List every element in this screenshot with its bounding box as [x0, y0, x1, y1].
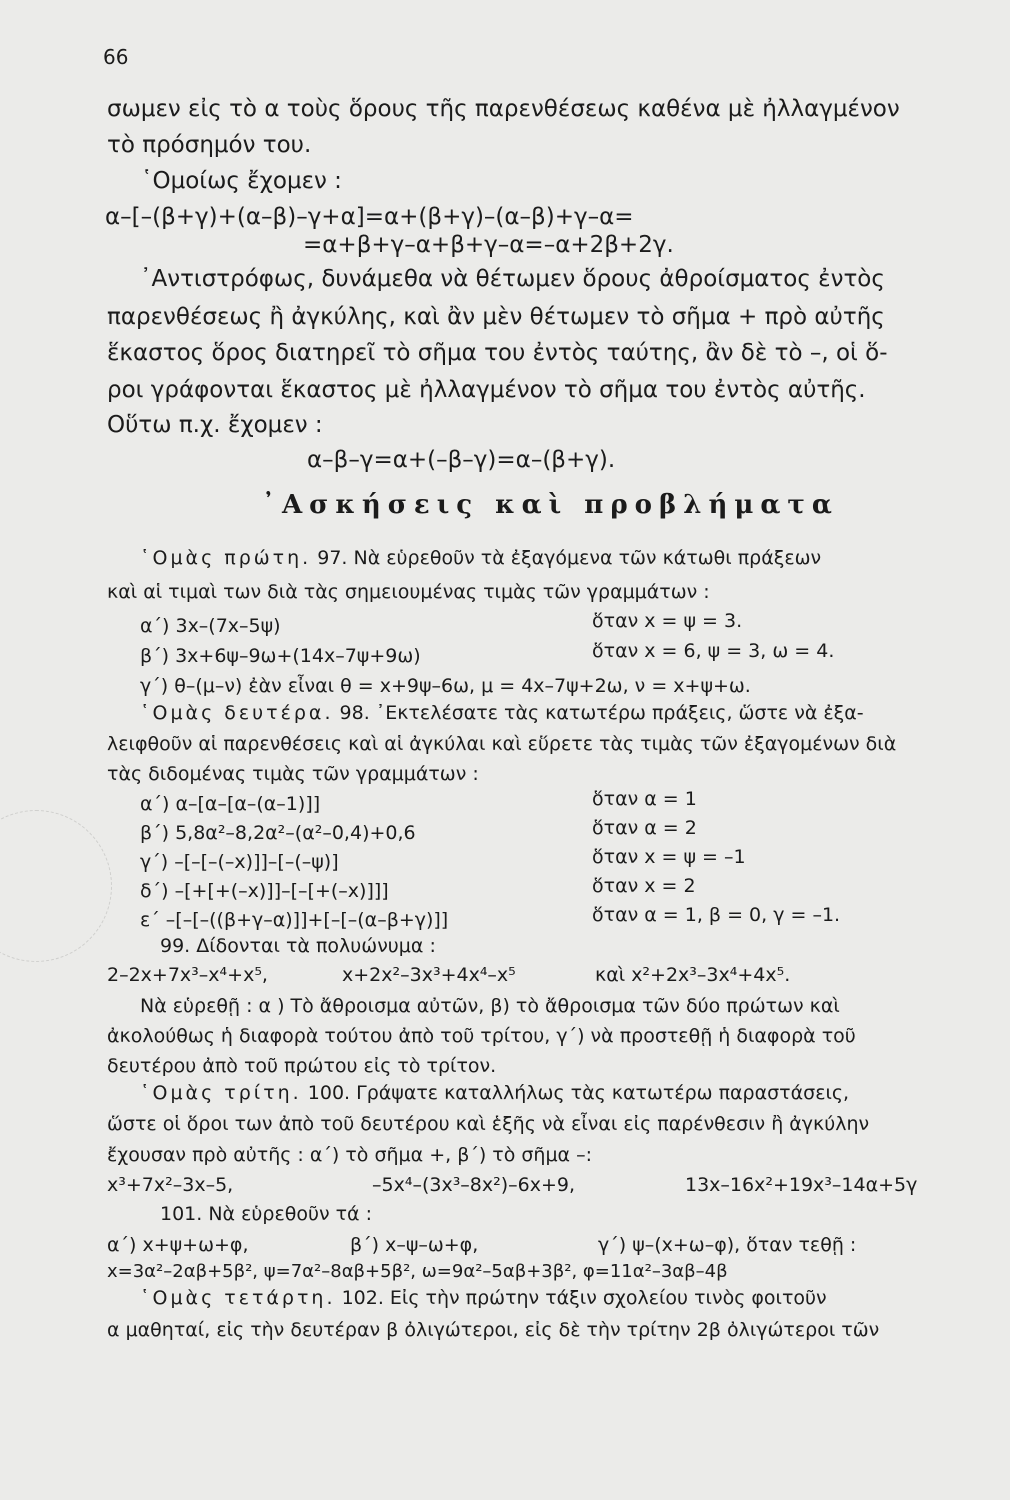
- exercise-text: 97. Νὰ εὑρεθοῦν τὰ ἐξαγόμενα τῶν κάτωθι πράξεων: [317, 547, 822, 569]
- exercise-line: δευτέρου ἀπὸ τοῦ πρώτου εἰς τὸ τρίτον.: [107, 1055, 497, 1077]
- exercise-line: 101. Νὰ εὑρεθοῦν τά :: [160, 1203, 373, 1225]
- exercise-line: ἀκολούθως ἡ διαφορὰ τούτου ἀπὸ τοῦ τρίτου, γ΄) νὰ προστεθῇ ἡ διαφορὰ τοῦ: [107, 1025, 856, 1047]
- text-line: Οὕτω π.χ. ἔχομεν :: [107, 412, 323, 438]
- text-line: ᾿Αντιστρόφως, δυνάμεθα νὰ θέτωμεν ὅρους ἀθροίσματος ἐντὸς: [140, 266, 885, 292]
- text-line: τὸ πρόσημόν του.: [107, 132, 312, 158]
- exercise-line: καὶ αἱ τιμαὶ των διὰ τὰς σημειουμένας τιμὰς τῶν γραμμάτων :: [107, 581, 710, 603]
- group-label: ῾Ομὰς πρώτη.: [140, 547, 312, 569]
- exercise-condition: ὅταν α = 1, β = 0, γ = –1.: [592, 904, 841, 926]
- equation-line: α–β–γ=α+(–β–γ)=α–(β+γ).: [307, 447, 616, 473]
- exercise-item: γ΄) θ–(μ–ν) ἐὰν εἶναι θ = x+9ψ–6ω, μ = 4x–7ψ+2ω, ν = x+ψ+ω.: [140, 675, 751, 697]
- exercise-line: [140, 700, 864, 726]
- exercise-text: 100. Γράψατε καταλλήλως τὰς κατωτέρω παραστάσεις,: [307, 1082, 850, 1104]
- text-line: ῾Ομοίως ἔχομεν :: [141, 168, 342, 194]
- expression: –5x⁴–(3x³–8x²)–6x+9,: [372, 1174, 576, 1196]
- exercise-line: α μαθηταί, εἰς τὴν δευτέραν β ὀλιγώτεροι, εἰς δὲ τὴν τρίτην 2β ὀλιγώτεροι τῶν: [107, 1319, 880, 1341]
- exercise-item: α΄) α–[α–[α–(α–1)]]: [140, 793, 321, 815]
- text-line: ροι γράφονται ἕκαστος μὲ ἠλλαγμένον τὸ σῆμα του ἐντὸς αὐτῆς.: [107, 377, 866, 403]
- exercise-line: τὰς διδομένας τιμὰς τῶν γραμμάτων :: [107, 763, 479, 785]
- exercise-item: β΄) 3x+6ψ–9ω+(14x–7ψ+9ω): [140, 645, 421, 667]
- exercise-line: 99. Δίδονται τὰ πολυώνυμα :: [160, 935, 436, 957]
- exercise-condition: ὅταν α = 2: [592, 817, 697, 839]
- group-label: ῾Ομὰς τρίτη.: [140, 1082, 302, 1104]
- exercise-condition: ὅταν x = ψ = –1: [592, 846, 746, 868]
- text-line: σωμεν εἰς τὸ α τοὺς ὅρους τῆς παρενθέσεως καθένα μὲ ἠλλαγμένον: [107, 96, 900, 122]
- exercise-line: [140, 545, 821, 571]
- polynomial: καὶ x²+2x³–3x⁴+4x⁵.: [595, 964, 791, 986]
- exercise-line: [140, 1285, 827, 1311]
- exercise-line: ὥστε οἱ ὅροι των ἀπὸ τοῦ δευτέρου καὶ ἑξῆς νὰ εἶναι εἰς παρένθεσιν ἢ ἀγκύλην: [107, 1113, 870, 1135]
- expression: 13x–16x²+19x³–14α+5γ: [685, 1174, 918, 1196]
- exercise-line: λειφθοῦν αἱ παρενθέσεις καὶ αἱ ἀγκύλαι καὶ εὕρετε τὰς τιμὰς τῶν ἐξαγομένων διὰ: [107, 733, 897, 755]
- exercise-values: x=3α²–2αβ+5β², ψ=7α²–8αβ+5β², ω=9α²–5αβ+3β², φ=11α²–3αβ–4β: [107, 1261, 728, 1282]
- exercise-text: 102. Εἰς τὴν πρώτην τάξιν σχολείου τινὸς φοιτοῦν: [341, 1287, 827, 1309]
- expression: x³+7x²–3x–5,: [107, 1174, 234, 1196]
- exercise-item: γ΄) ψ–(x+ω–φ), ὅταν τεθῇ :: [598, 1234, 857, 1256]
- page-number: 66: [103, 45, 129, 69]
- exercise-condition: ὅταν x = ψ = 3.: [592, 610, 743, 632]
- exercise-line: ἔχουσαν πρὸ αὐτῆς : α΄) τὸ σῆμα +, β΄) τὸ σῆμα –:: [107, 1144, 593, 1166]
- exercise-item: ε΄ –[–[–((β+γ–α)]]+[–[–(α–β+γ)]]: [140, 909, 449, 931]
- exercise-item: β΄) 5,8α²–8,2α²–(α²–0,4)+0,6: [140, 822, 416, 844]
- group-label: ῾Ομὰς τετάρτη.: [140, 1287, 336, 1309]
- text-line: παρενθέσεως ἢ ἀγκύλης, καὶ ἂν μὲν θέτωμεν τὸ σῆμα + πρὸ αὐτῆς: [107, 304, 885, 330]
- exercise-condition: ὅταν α = 1: [592, 788, 697, 810]
- equation-line: α–[–(β+γ)+(α–β)–γ+α]=α+(β+γ)–(α–β)+γ–α=: [105, 204, 634, 230]
- equation-line: =α+β+γ–α+β+γ–α=–α+2β+2γ.: [303, 232, 674, 258]
- exercise-condition: ὅταν x = 6, ψ = 3, ω = 4.: [592, 640, 835, 662]
- section-heading: ᾿Ασκήσεις καὶ προβλήματα: [262, 490, 839, 520]
- exercise-item: γ΄) –[–[–(–x)]]–[–(–ψ)]: [140, 851, 339, 873]
- exercise-line: [140, 1080, 849, 1106]
- exercise-item: α΄) x+ψ+ω+φ,: [107, 1234, 249, 1256]
- polynomial: x+2x²–3x³+4x⁴–x⁵: [342, 964, 516, 986]
- exercise-item: α΄) 3x–(7x–5ψ): [140, 615, 281, 637]
- exercise-text: 98. ᾿Εκτελέσατε τὰς κατωτέρω πράξεις, ὥστε νὰ ἐξα-: [339, 702, 864, 724]
- exercise-condition: ὅταν x = 2: [592, 875, 696, 897]
- bleed-through-stamp: [0, 810, 112, 962]
- exercise-item: δ΄) –[+[+(–x)]]–[–[+(–x)]]]: [140, 880, 389, 902]
- exercise-item: β΄) x–ψ–ω+φ,: [350, 1234, 479, 1256]
- group-label: ῾Ομὰς δευτέρα.: [140, 702, 334, 724]
- polynomial: 2–2x+7x³–x⁴+x⁵,: [107, 964, 268, 986]
- text-line: ἕκαστος ὅρος διατηρεῖ τὸ σῆμα του ἐντὸς ταύτης, ἂν δὲ τὸ –, οἱ ὅ-: [107, 340, 888, 366]
- exercise-line: Νὰ εὑρεθῇ : α ) Τὸ ἄθροισμα αὐτῶν, β) τὸ ἄθροισμα τῶν δύο πρώτων καὶ: [140, 995, 840, 1017]
